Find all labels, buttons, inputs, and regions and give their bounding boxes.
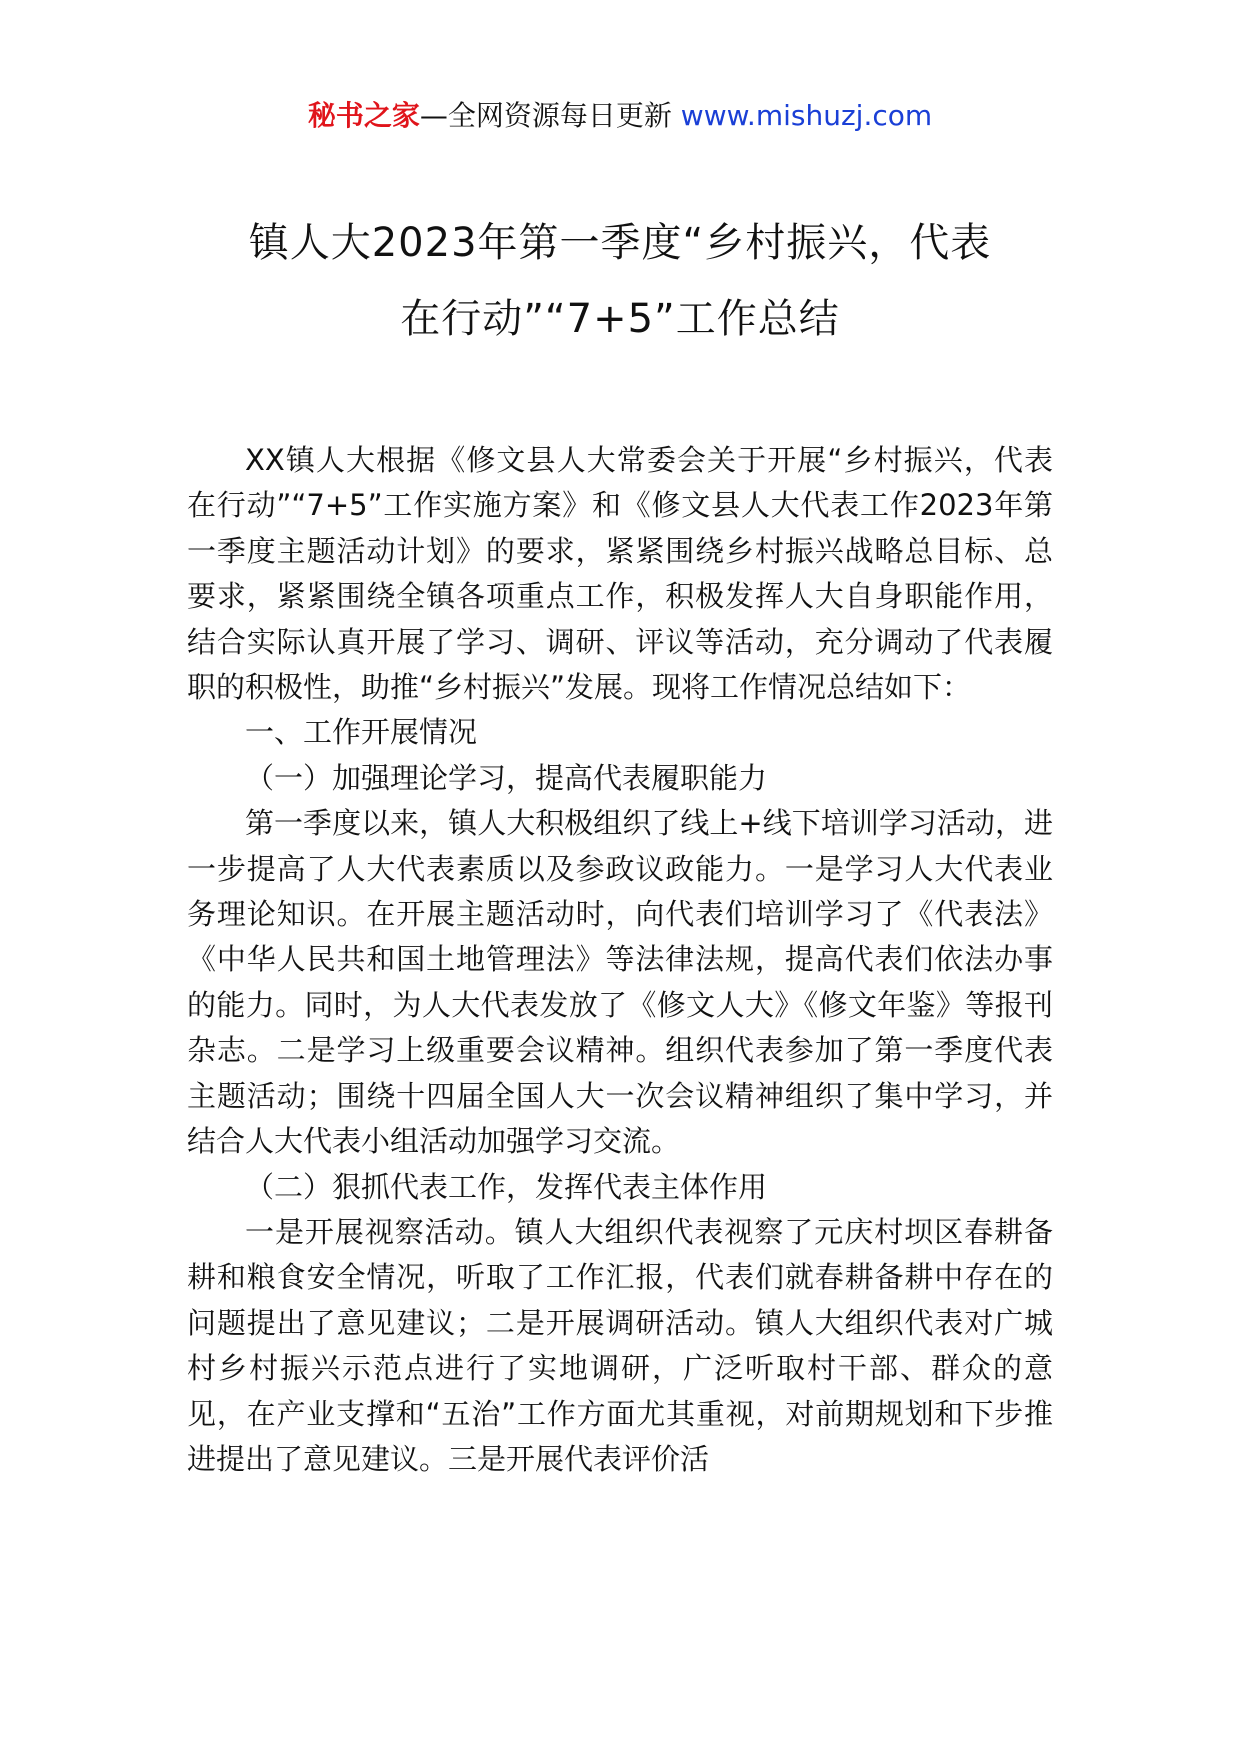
site-header-banner (0, 96, 1240, 136)
document-title-line-1: 镇人大2023年第一季度“乡村振兴，代表 (248, 220, 992, 266)
subsection-heading-representative-work: （二）狠抓代表工作，发挥代表主体作用 (245, 1169, 768, 1204)
paragraph-theory-study: 第一季度以来，镇人大积极组织了线上+线下培训学习活动，进一步提高了人大代表素质以及参政议政能力。一是学习人大代表业务理论知识。在开展主题活动时，向代表们培训学习了《代表法》《中华人民共和国土地管理法》等法律法规，提高代表们依法办事的能力。同时，为人大代表发放了《修文人大》《修文年鉴》等报刊杂志。二是学习上级重要会议精神。组织代表参加了第一季度代表主题活动；围绕十四届全国人大一次会议精神组织了集中学习，并结合人大代表小组活动加强学习交流。 (187, 806, 1053, 1159)
paragraph-representative-work: 一是开展视察活动。镇人大组织代表视察了元庆村坝区春耕备耕和粮食安全情况，听取了工作汇报，代表们就春耕备耕中存在的问题提出了意见建议；二是开展调研活动。镇人大组织代表对广城村乡村振兴示范点进行了实地调研，广泛听取村干部、群众的意见，在产业支撑和“五治”工作方面尤其重视，对前期规划和下步推进提出了意见建议。三是开展代表评价活 (187, 1214, 1053, 1476)
intro-paragraph: XX镇人大根据《修文县人大常委会关于开展“乡村振兴，代表在行动”“7+5”工作实施方案》和《修文县人大代表工作2023年第一季度主题活动计划》的要求，紧紧围绕乡村振兴战略总目标、总要求，紧紧围绕全镇各项重点工作，积极发挥人大自身职能作用，结合实际认真开展了学习、调研、评议等活动，充分调动了代表履职的积极性，助推“乡村振兴”发展。现将工作情况总结如下： (187, 443, 1053, 705)
document-body (187, 438, 1053, 1482)
document-title-line-2: 在行动”“7+5”工作总结 (400, 296, 840, 342)
subsection-heading-theory-study: （一）加强理论学习，提高代表履职能力 (245, 760, 768, 795)
site-url-link[interactable]: www.mishuzj.com (680, 99, 933, 132)
section-heading-work-status: 一、工作开展情况 (245, 715, 478, 750)
header-tagline: —全网资源每日更新 (419, 99, 672, 132)
document-title (150, 205, 1090, 357)
brand-name: 秘书之家 (307, 99, 420, 132)
